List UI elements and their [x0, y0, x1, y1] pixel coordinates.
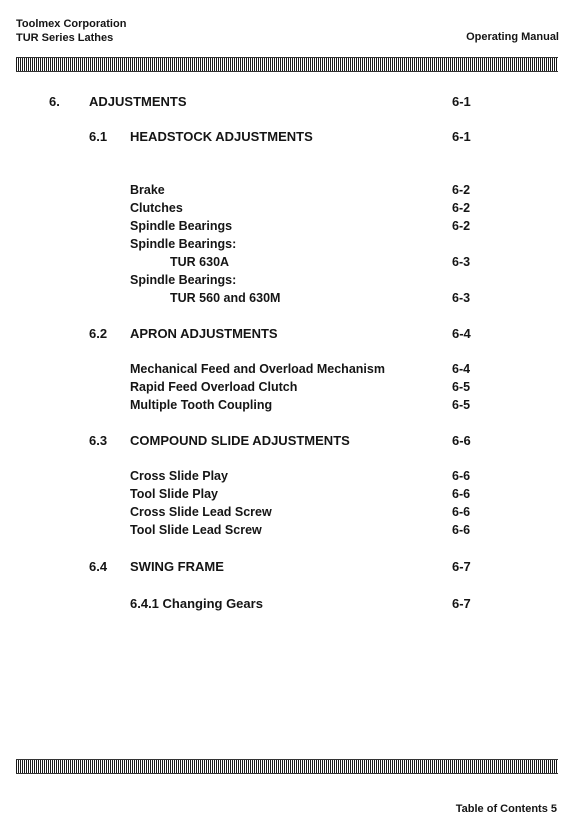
entry-title: Clutches — [130, 201, 183, 215]
entry-title: Cross Slide Play — [130, 469, 228, 483]
manual-title: Operating Manual — [466, 31, 559, 43]
company-name: Toolmex Corporation — [16, 18, 127, 30]
entry-title: Rapid Feed Overload Clutch — [130, 380, 298, 394]
section-page: 6-1 — [452, 129, 471, 144]
section-title: SWING FRAME — [130, 559, 224, 574]
entry-title: Tool Slide Play — [130, 487, 218, 501]
section-title: COMPOUND SLIDE ADJUSTMENTS — [130, 433, 350, 448]
entry-page: 6-6 — [452, 505, 471, 519]
section-number: 6.2 — [89, 326, 108, 341]
header-rule — [16, 57, 558, 72]
section-title: APRON ADJUSTMENTS — [130, 326, 278, 341]
entry-page: 6-3 — [452, 255, 471, 269]
subsection-title: 6.4.1 Changing Gears — [130, 596, 263, 611]
entry-title: Cross Slide Lead Screw — [130, 505, 272, 519]
chapter-page: 6-1 — [452, 94, 471, 109]
entry-page: 6-6 — [452, 487, 471, 501]
entry-page: 6-2 — [452, 183, 471, 197]
entry-page: 6-5 — [452, 380, 471, 394]
chapter-number: 6. — [49, 94, 60, 109]
entry-title: Spindle Bearings — [130, 219, 233, 233]
product-series: TUR Series Lathes — [16, 32, 114, 44]
entry-page: 6-2 — [452, 219, 471, 233]
section-page: 6-6 — [452, 433, 471, 448]
section-page: 6-7 — [452, 559, 471, 574]
document-header — [16, 17, 126, 45]
entry-page: 6-4 — [452, 362, 471, 376]
entry-title: Mechanical Feed and Overload Mechanism — [130, 362, 385, 376]
subsection-page: 6-7 — [452, 596, 471, 611]
section-title: HEADSTOCK ADJUSTMENTS — [130, 129, 313, 144]
entry-title: Tool Slide Lead Screw — [130, 523, 262, 537]
entry-page: 6-6 — [452, 469, 471, 483]
entry-page: 6-3 — [452, 291, 471, 305]
entry-title: Spindle Bearings: — [130, 237, 237, 251]
section-number: 6.4 — [89, 559, 108, 574]
section-page: 6-4 — [452, 326, 471, 341]
entry-page: 6-2 — [452, 201, 471, 215]
page-footer: Table of Contents 5 — [455, 803, 557, 815]
entry-title: Spindle Bearings: — [130, 273, 237, 287]
entry-page: 6-6 — [452, 523, 471, 537]
entry-subtitle: TUR 560 and 630M — [170, 291, 281, 305]
entry-page: 6-5 — [452, 398, 471, 412]
section-number: 6.1 — [89, 129, 108, 144]
entry-title: Multiple Tooth Coupling — [130, 398, 273, 412]
footer-rule — [16, 759, 558, 774]
entry-subtitle: TUR 630A — [170, 255, 230, 269]
entry-title: Brake — [130, 183, 165, 197]
chapter-title: ADJUSTMENTS — [89, 94, 187, 109]
section-number: 6.3 — [89, 433, 108, 448]
